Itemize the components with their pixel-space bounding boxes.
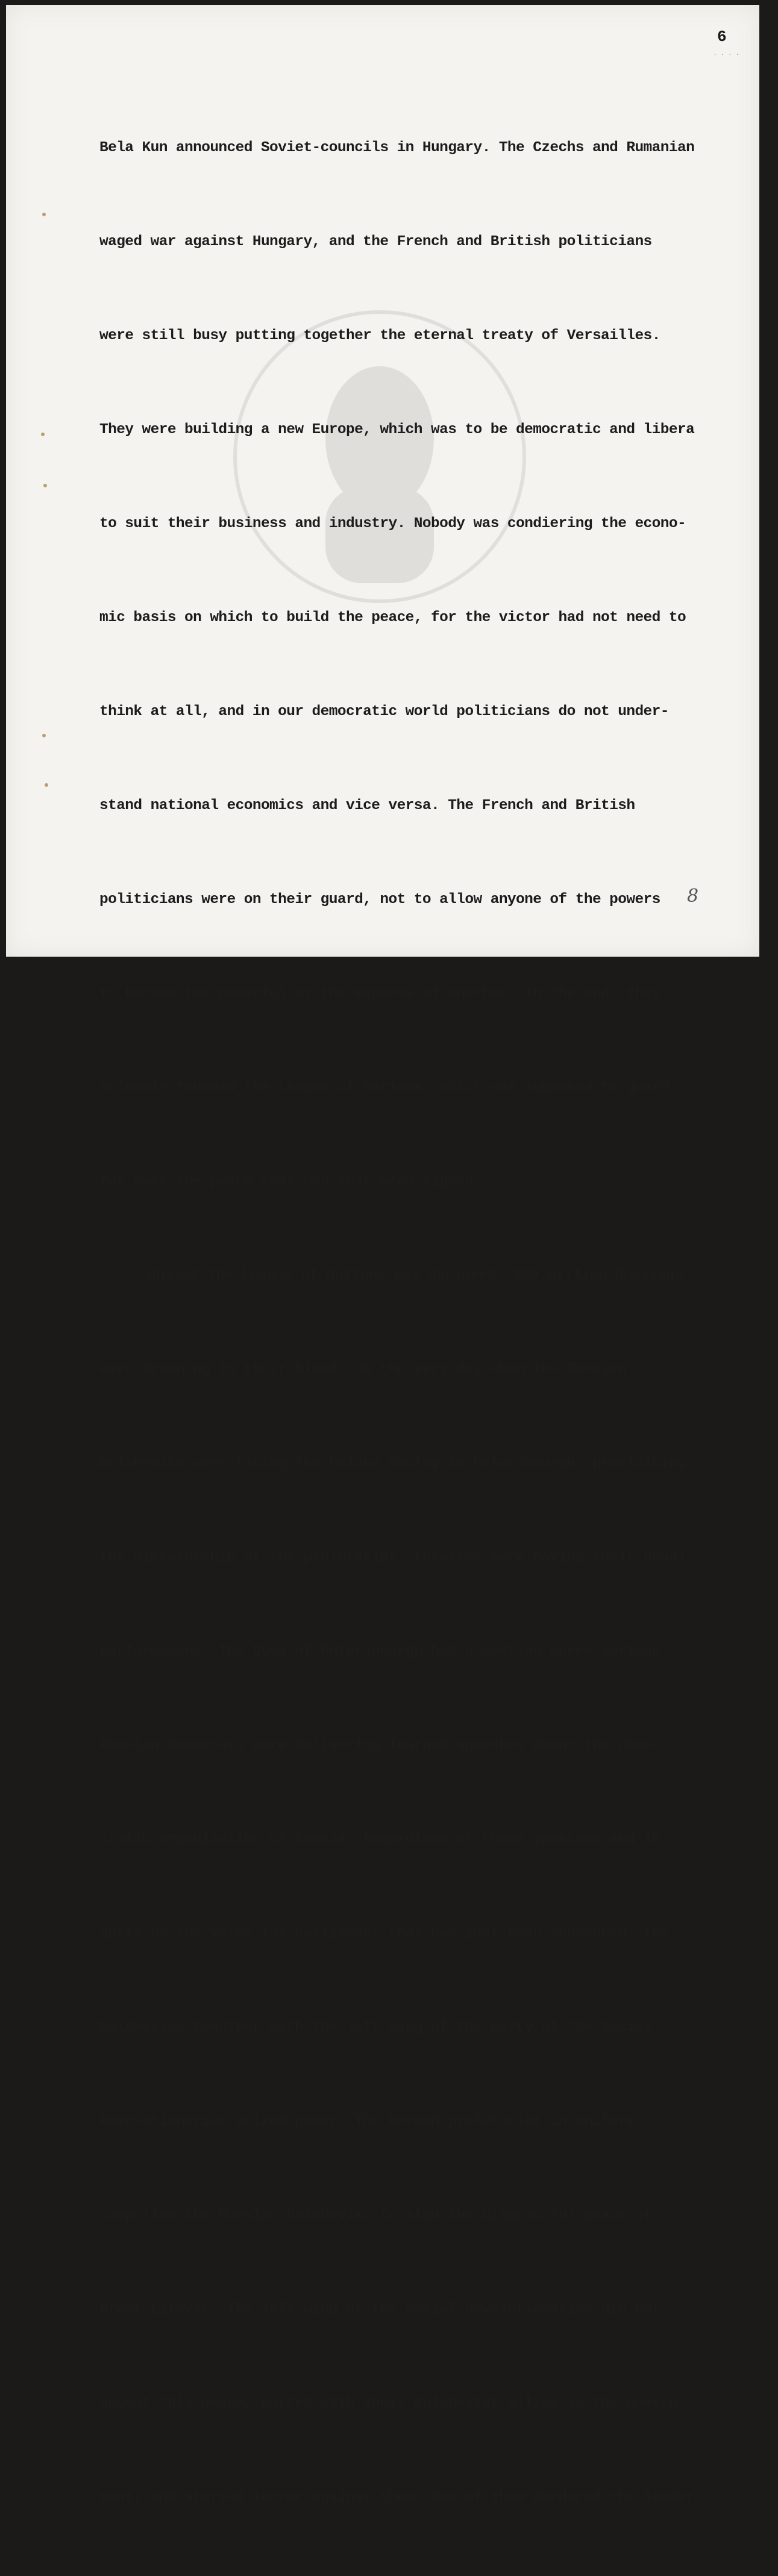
margin-spot [45, 783, 48, 787]
text-line: Bela Kun announced Soviet-councils in Hungary. The Czechs and Rumanian [99, 140, 695, 156]
margin-marks: · · · · [714, 52, 741, 58]
text-line: were drowning in their blood. On the very day when the Russian [99, 1361, 627, 1378]
text-line: Brest-Litovsk. The left wing of the Social Revolutionaries did not [99, 2301, 660, 2318]
text-line: to suit their business and industry. Nobody was condiering the econo- [99, 516, 686, 532]
document-page [6, 5, 759, 2506]
margin-spot [41, 433, 45, 436]
text-line: stand national economics and vice versa. The French and British [99, 798, 635, 814]
text-line: solemnly founded the League of Nations, which was supposed to guard [99, 1080, 669, 1096]
paragraph-start-line: Whilst the League of Nations was declared, 160 million Russians [148, 1268, 683, 1284]
typewritten-body [99, 70, 762, 2576]
text-line: to become too powerful at the expense of another. In the end, they [99, 986, 660, 1002]
text-line: Russian democrats were delivering learned speeches about the demo- [99, 1737, 660, 1754]
text-line: were still busy putting together the eternal treaty of Versailles. [99, 328, 660, 344]
text-line: think at all, and in our democratic world politicians do not under- [99, 704, 669, 720]
text-line: the dictatorship of the proletariat, theatres were having their usual [99, 1549, 686, 1566]
page-number: 6 [717, 28, 727, 46]
text-line: waged war against Hungary, and the French and British politicians [99, 234, 652, 250]
margin-spot [42, 734, 46, 737]
handwritten-folio-number: 8 [687, 886, 699, 907]
text-line: compelled the Russian Bolsheviks to sign the disgraceful peace of [99, 2207, 652, 2224]
text-line: Revolutionaries seized power. The German proletariat in uniform [99, 2113, 635, 2130]
text-line: Bolsheviks together with the left wing of the party of the Social [99, 2019, 652, 2036]
text-line: Bolsheviks were taking the Palace Smolny in Petersbourgh, proclaiming [99, 1455, 686, 1472]
text-line: politicians were on their guard, not to allow anyone of the powers [99, 892, 660, 908]
text-line: spite of the votes for Parliament that had just been announced, the [99, 1925, 669, 1942]
text-line: performances. The Duma of Petersbourgh had a meeting where serious [99, 1643, 660, 1660]
text-line: They were building a new Europe, which was to be democratic and libera [99, 422, 695, 438]
text-line: accept this peace, parted with their Bolshevist allies in the govern- [99, 2395, 686, 2412]
margin-spot [43, 484, 47, 487]
text-line: mic basis on which to build the peace, for the victor had not need to [99, 610, 686, 626]
text-line: for ever the peace that had just been signed. [99, 1174, 482, 1190]
margin-spot [42, 213, 46, 216]
text-line: cratic organisation of Russia. Regardless of these speeches and in [99, 1831, 660, 1848]
text-line: ment, and started terror against them. One of them murdered the leader [99, 2489, 695, 2506]
